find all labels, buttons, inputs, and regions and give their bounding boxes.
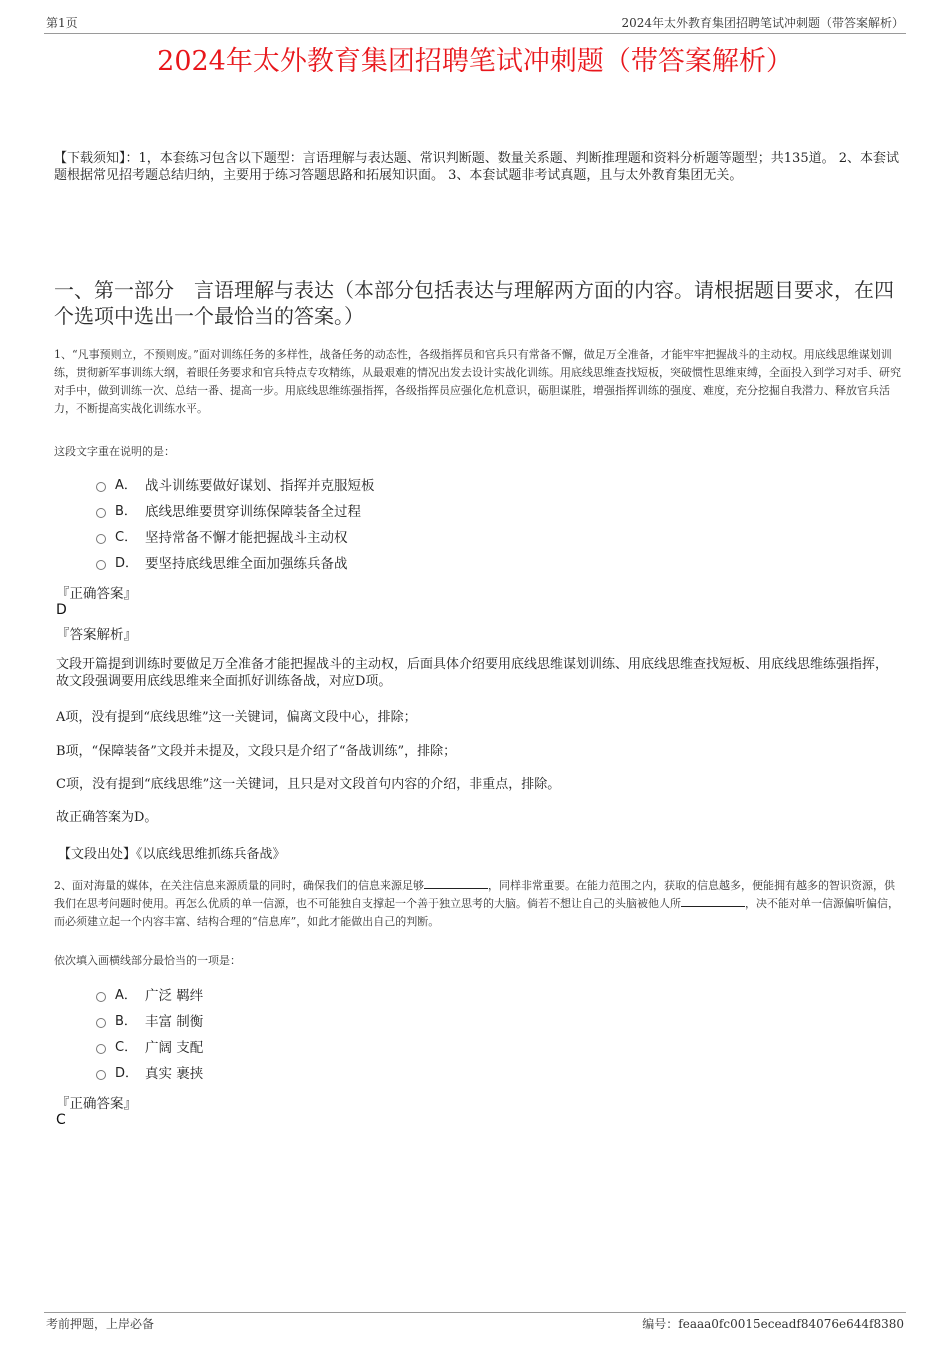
- option-b[interactable]: B． 底线思维要贯穿训练保障装备全过程: [96, 502, 696, 528]
- answer-label: 『正确答案』: [56, 586, 137, 602]
- radio-icon[interactable]: [96, 1070, 106, 1080]
- radio-icon[interactable]: [96, 560, 106, 570]
- radio-icon[interactable]: [96, 482, 106, 492]
- option-c[interactable]: C． 广阔 支配: [96, 1038, 696, 1064]
- radio-icon[interactable]: [96, 534, 106, 544]
- analysis-option-b: B项，“保障装备”文段并未提及，文段只是介绍了“备战训练”，排除；: [56, 744, 457, 759]
- radio-icon[interactable]: [96, 1018, 106, 1028]
- correct-answer: C: [56, 1112, 66, 1128]
- radio-icon[interactable]: [96, 508, 106, 518]
- question-1-prompt: 这段文字重在说明的是：: [54, 445, 175, 458]
- analysis-conclusion: 故正确答案为D。: [56, 810, 158, 825]
- analysis-summary: 文段开篇提到训练时要做足万全准备才能把握战斗的主动权，后面具体介绍要用底线思维谋划训练、用底线思维查找短板、用底线思维练强指挥，故文段强调要用底线思维来全面抓好训练备战，对应D项。: [56, 657, 889, 689]
- option-d[interactable]: D． 真实 裹挟: [96, 1064, 696, 1090]
- correct-answer: D: [56, 602, 67, 618]
- option-a[interactable]: A． 战斗训练要做好谋划、指挥并克服短板: [96, 476, 696, 502]
- page-number: 第1页: [46, 16, 78, 30]
- question-1-options: [96, 476, 696, 580]
- section-heading: 一、第一部分 言语理解与表达（本部分包括表达与理解两方面的内容。请根据题目要求，在四个选项中选出一个最恰当的答案。）: [54, 278, 894, 328]
- radio-icon[interactable]: [96, 992, 106, 1002]
- question-2-prompt: 依次填入画横线部分最恰当的一项是：: [54, 954, 241, 967]
- question-2-text: 2、面对海量的媒体，在关注信息来源质量的同时，确保我们的信息来源足够 ，同样非常重要。在能力范围之内，获取的信息越多，便能拥有越多的智识资源，供我们在思考问题时使用。再怎么优质的单一信源，也不可能独自支撑起一个善于独立思考的大脑。倘若不想让自己的头脑被他人所 ，决不能对单一信源偏听偏信，而必须建立起一个内容丰富、结构合理的“信息库”，如此才能做出自己的判断。: [54, 879, 899, 928]
- question-1-text: 1、“凡事预则立，不预则废。”面对训练任务的多样性，战备任务的动态性，各级指挥员和官兵只有常备不懈，做足万全准备，才能牢牢把握战斗的主动权。用底线思维谋划训练，贯彻新军事训练大纲，着眼任务要求和官兵特点专攻精练，从最艰难的情况出发去设计实战化训练。用底线思维查找短板，突破惯性思维束缚，全面投入到学习对手、研究对手中，做到训练一次、总结一番、提高一步。用底线思维练强指挥，各级指挥员应强化危机意识，砺胆谋胜，增强指挥训练的强度、难度，充分挖掘自我潜力、释放官兵活力，不断提高实战化训练水平。: [54, 348, 901, 415]
- question-2-options: [96, 986, 696, 1090]
- radio-icon[interactable]: [96, 1044, 106, 1054]
- answer-label: 『正确答案』: [56, 1096, 137, 1112]
- passage-source: 【文段出处】《以底线思维抓练兵备战》: [58, 847, 286, 862]
- analysis-label: 『答案解析』: [56, 627, 137, 643]
- page-title: 2024年太外教育集团招聘笔试冲刺题（带答案解析）: [157, 46, 793, 77]
- option-c[interactable]: C． 坚持常备不懈才能把握战斗主动权: [96, 528, 696, 554]
- option-b[interactable]: B． 丰富 制衡: [96, 1012, 696, 1038]
- option-d[interactable]: D． 要坚持底线思维全面加强练兵备战: [96, 554, 696, 580]
- running-title: 2024年太外教育集团招聘笔试冲刺题（带答案解析）: [621, 16, 904, 30]
- header-divider: [44, 33, 906, 34]
- analysis-option-a: A项，没有提到“底线思维”这一关键词，偏离文段中心，排除；: [56, 710, 417, 725]
- analysis-option-c: C项，没有提到“底线思维”这一关键词，且只是对文段首句内容的介绍，非重点，排除。: [56, 777, 561, 792]
- footer-slogan: 考前押题，上岸必备: [46, 1317, 155, 1331]
- option-a[interactable]: A． 广泛 羁绊: [96, 986, 696, 1012]
- download-notice: 【下载须知】：1，本套练习包含以下题型：言语理解与表达题、常识判断题、数量关系题、判断推理题和资料分析题等题型；共135道。 2、本套试题根据常见招考题总结归纳，主要用于练习答题思路和拓展知识面。 3、本套试题非考试真题，且与太外教育集团无关。: [54, 151, 899, 183]
- fill-blank-1: [424, 877, 488, 889]
- footer-divider: [44, 1312, 906, 1313]
- fill-blank-2: [681, 895, 745, 907]
- document-code: 编号：feaaa0fc0015eceadf84076e644f8380: [642, 1317, 904, 1331]
